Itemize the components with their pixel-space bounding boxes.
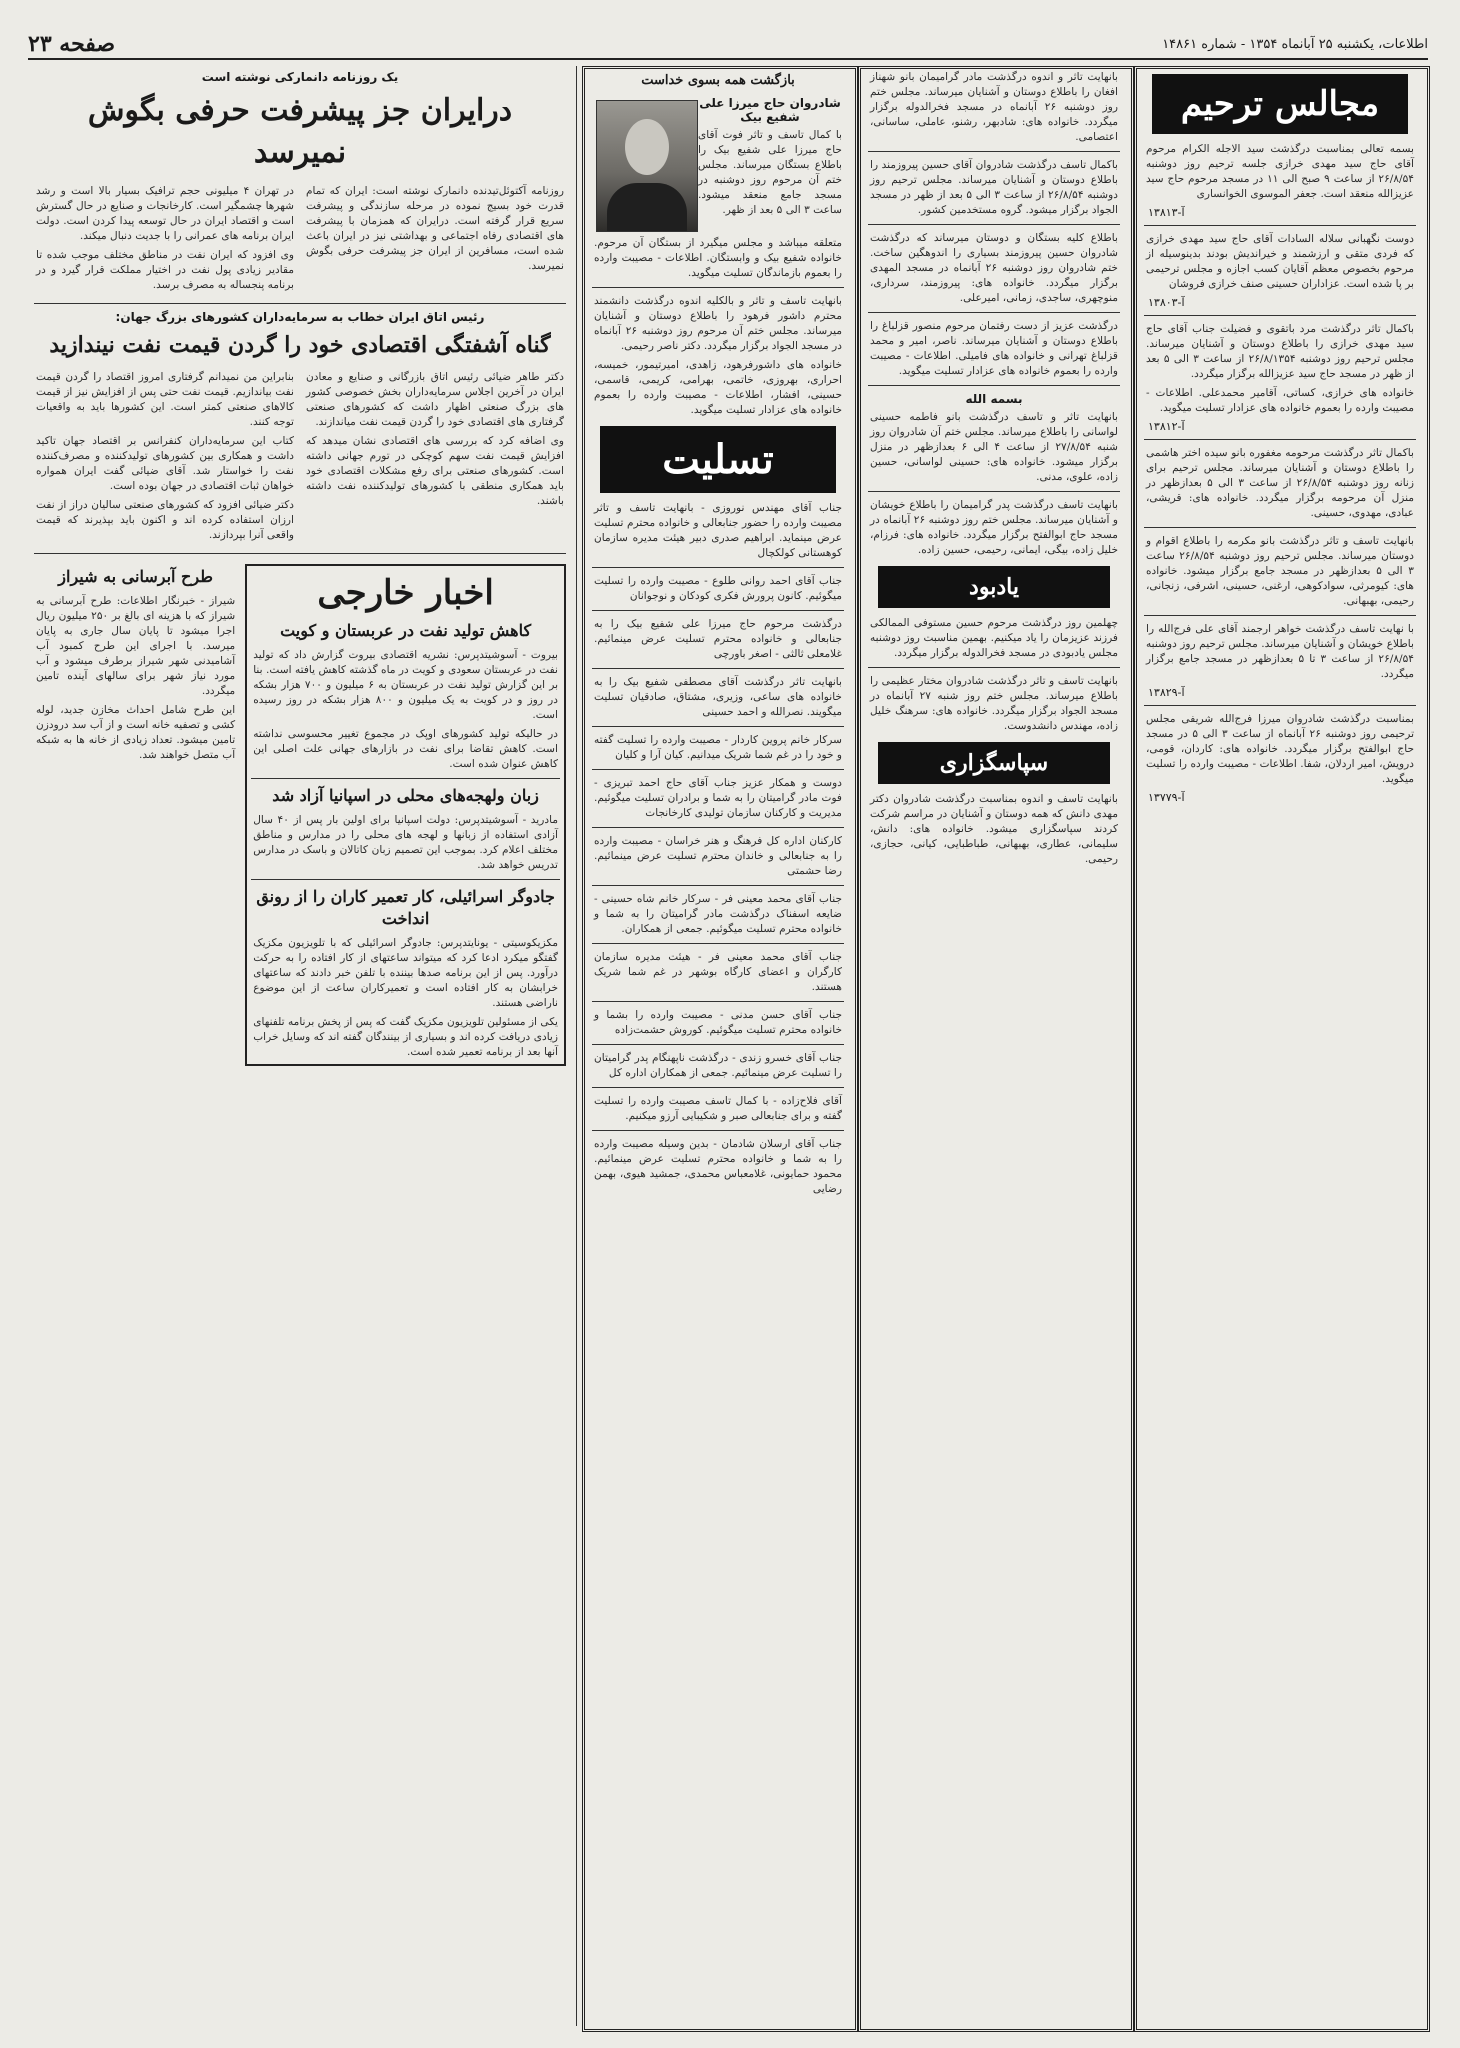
condolence-notice: کارکنان اداره کل فرهنگ و هنر خراسان - مصیبت وارده را به جنابعالی و خاندان محترم تسلیت عرض مینمائیم. رضا حشمتی	[594, 835, 842, 877]
obituary-notice: بانهایت تاثر و تاسف درگذشت بانو فاطمه حسینی لواسانی را باطلاع میرساند. مجلس ختم آن شادروان روز شنبه ۲۷/۸/۵۴ از ساعت ۴ الی ۶ بعدازظهر در منزل برگزار میشود. خانواده های: حسینی لواسانی، حسین زاده، علوی، مدنی.	[870, 411, 1118, 483]
portrait-head	[625, 119, 669, 175]
divider	[592, 1044, 844, 1045]
obituary-notice: بانهایت تاسف و تاثر و بالکلیه اندوه درگذشت دانشمند محترم داشور فرهود را باطلاع دوستان و آشنایان میرساند. مجلس ختم آن مرحوم روز دوشنبه ۲۶ آبانماه در مسجد الجواد برگزار میگردد. دکتر ناصر رحیمی.	[594, 295, 843, 352]
obituary-notice: بانهایت تاسف و تاثر درگذشت شادروان مختار عظیمی را باطلاع میرساند. مجلس ختم روز شنبه ۲۷ آبانماه در مسجد الجواد برگزار میگردد. خانواده های: سرهنگ خلیل زاده، مهندس دانشدوست.	[870, 675, 1118, 732]
divider	[34, 303, 566, 304]
date-line: اطلاعات، یکشنبه ۲۵ آبانماه ۱۳۵۴ - شماره ۱۴۸۶۱	[1162, 36, 1428, 52]
masthead	[28, 30, 1428, 60]
condolence-notice: جناب آقای ارسلان شادمان - بدین وسیله مصیبت وارده را به شما و خانواده محترم تسلیت عرض مینمائیم. محمود حمایونی، غلامعباس محمدی، جمشید هیوی، بهمن رضایی	[594, 1138, 842, 1195]
condolence-notice: بانهایت تاثر درگذشت آقای مصطفی شفیع بیک را به خانواده های ساعی، وزیری، مشتاق، صادقیان تسلیت میگویند. نصرالله و احمد حسینی	[594, 676, 842, 718]
gratitude-notice: بانهایت تاسف و اندوه بمناسبت درگذشت شادروان دکتر مهدی دانش که همه دوستان و آشنایان در مراسم شرکت کردند سپاسگزاری میشود. خانواده های: دانش، سلیمانی، عطاری، بهبهانی، طباطبایی، کیانی، حجازی، رحیمی.	[870, 793, 1118, 865]
divider	[868, 667, 1120, 668]
condolence-notice: جناب آقای احمد روانی طلوع - مصیبت وارده را تسلیت میگوئیم. کانون پرورش فکری کودکان و نوجوانان	[594, 575, 842, 602]
divider	[1144, 439, 1416, 440]
divider	[868, 151, 1120, 152]
divider	[592, 827, 844, 828]
foreign-headline: کاهش تولید نفت در عربستان و کویت	[280, 621, 532, 640]
obituary-notice: بانهایت تاثر و اندوه درگذشت مادر گرامیمان بانو شهناز افغان را باطلاع دوستان و آشنایان میرساند. مجلس ختم روز دوشنبه ۲۶ آبانماه در مسجد فخرالدوله برگزار میگردد. خانواده های: شادبهر، رشنو، عاملی، ساسانی، اعتصامی.	[870, 71, 1118, 143]
foreign-paragraph: در حالیکه تولید کشورهای اوپک در مجموع تغییر محسوسی نداشته است. کاهش تقاضا برای نفت در بازارهای جهانی علت اصلی این کاهش عنوان شده است.	[253, 728, 558, 770]
divider	[592, 1130, 844, 1131]
article-paragraph: وی افزود که ایران نفت در مناطق مختلف موجب شده تا مقادیر زیادی پول نفت در اختیار مملکت قرار گیرد و در برنامه پنجساله به مصرف برسد.	[36, 249, 294, 291]
article-col	[30, 180, 300, 297]
article-kicker: یک روزنامه دانمارکی نوشته است	[201, 70, 399, 84]
article-paragraph: وی اضافه کرد که بررسی های اقتصادی نشان میدهد که افزایش قیمت نفت سهم کوچکی در تورم جهانی داشته است. کشورهای صنعتی برای رفع مشکلات اقتصادی خود باید همکاری منطقی با کشورهای تولیدکننده نفت داشته باشند.	[306, 435, 564, 507]
obituary-notice: متعلقه میباشد و مجلس میگیرد از بستگان آن مرحوم. خانواده شفیع بیک و وابستگان. اطلاعات - مصیبت وارده را بعموم بازماندگان تسلیت میگوید.	[594, 237, 842, 279]
foreign-paragraph: یکی از مسئولین تلویزیون مکزیک گفت که پس از پخش برنامه تلفنهای زیادی دریافت کرده اند و بسیاری از بینندگان گفته اند که وسایل خراب آنها بعد از برنامه تعمیر شده است.	[253, 1016, 558, 1058]
condolences-banner: تسلیت	[600, 426, 836, 493]
foreign-headline: زبان ولهجه‌های محلی در اسپانیا آزاد شد	[272, 786, 539, 805]
article-paragraph: دکتر ضیائی افزود که کشورهای صنعتی سالیان دراز از نفت ارزان استفاده کرده اند و اکنون باید بپذیرند که قیمت واقعی آنرا بپردازند.	[36, 499, 294, 541]
obituary-notice: باکمال تاثر درگذشت مرحومه مغفوره بانو سیده اختر هاشمی را باطلاع دوستان و آشنایان میرساند. مجلس ترحیم برای زنانه روز دوشنبه ۲۶/۸/۵۴ از ساعت ۳ الی ۵ بعدازظهر در منزل آن مرحومه برگزار میگردد. خانواده های: قریشی، عبادی، مهدوی، حسینی.	[1146, 447, 1414, 519]
divider	[868, 224, 1120, 225]
article-subhead: رئیس اتاق ایران خطاب به سرمایه‌داران کشورهای بزرگ جهان:	[115, 310, 485, 324]
divider	[251, 778, 560, 779]
divider	[1144, 615, 1416, 616]
divider	[592, 726, 844, 727]
condolence-notice: سرکار خانم پروین کاردار - مصیبت وارده را تسلیت گفته و خود را در غم شما شریک میدانیم. کیان آرا و کلیان	[594, 734, 842, 761]
notice-ref: آ-۱۳۸۱۲	[1148, 420, 1185, 433]
divider	[868, 491, 1120, 492]
condolence-notice: جناب آقای مهندس نوروزی - بانهایت تاسف و تاثر مصیبت وارده را حضور جنابعالی و خانواده محترم تسلیت عرض مینماید. ابراهیم صدری دبیر هیئت مدیره سازمان کوهستانی کولکچال	[594, 502, 842, 559]
obituary-notice: بانهایت تاسف درگذشت پدر گرامیمان را باطلاع خویشان و آشنایان میرساند. مجلس ختم روز دوشنبه ۲۶ آبانماه در مسجد حاج ابوالفتح برگزار میگردد. خانواده های: فرزام، خلیل زاده، بیگی، ایمانی، رحیمی، حسین زاده.	[870, 499, 1118, 556]
article-headline: گناه آشفتگی اقتصادی خود را گردن قیمت نفت نیندازید	[49, 332, 551, 358]
obituary-notice: با کمال تاسف و تاثر فوت آقای حاج میرزا علی شفیع بیک را باطلاع بستگان میرساند. مجلس ختم آن مرحوم روز دوشنبه در مسجد جامع منعقد میشود. ساعت ۳ الی ۵ بعد از ظهر.	[698, 129, 842, 216]
column-divider	[576, 66, 577, 2026]
obituary-notice: بانهایت تاسف و تاثر درگذشت بانو مکرمه را باطلاع اقوام و دوستان میرساند. مجلس ترحیم روز دوشنبه ۲۶/۸/۵۴ ساعت ۳ الی ۵ بعدازظهر در مسجد جامع برگزار میشود. خانواده های: کیومرثی، سوادکوهی، ارغنی، حسینی، اشرفی، زنجانی، رحیمی، بهبهانی.	[1146, 535, 1414, 607]
column-notices	[864, 66, 1124, 2016]
foreign-news-box	[245, 564, 566, 1066]
condolence-notice: جناب آقای محمد معینی فر - هیئت مدیره سازمان کارگران و اعضای کارگاه بوشهر در غم شما شریک هستند.	[594, 951, 842, 993]
local-news	[30, 560, 241, 1070]
divider	[592, 1087, 844, 1088]
lower-news	[30, 560, 570, 1070]
portrait-photo	[596, 100, 698, 232]
notice-ref: آ-۱۳۸۲۹	[1148, 686, 1185, 699]
obituary-notice: بمناسبت درگذشت شادروان میرزا فرج‌الله شریفی مجلس ترحیمی روز دوشنبه ۲۶ آبانماه از ساعت ۳ الی ۵ در مسجد حاج ابوالفتح برگزار میگردد. خانواده های: کاردان، قومی، درویش، امیر اردلان، شفا. اطلاعات - مصیبت وارده را تسلیت میگوید.	[1146, 713, 1415, 785]
article-paragraph: بنابراین من نمیدانم گرفتاری امروز اقتصاد را گردن قیمت نفت بیاندازیم. قیمت نفت حتی پس از افزایش نیز از قیمت کالاهای صنعتی کمتر است. این کشورها باید به واقعیات توجه کنند.	[36, 371, 294, 428]
column-condolences	[588, 66, 848, 2016]
divider	[1144, 527, 1416, 528]
article-paragraph: کتاب این سرمایه‌داران کنفرانس بر اقتصاد جهان تاکید داشت و همکاری بین کشورهای تولیدکننده و مصرف‌کننده نفت را خواستار شد. آقای ضیائی گفت ایران همواره خواهان ثبات اقتصادی در جهان بوده است.	[36, 435, 294, 492]
memorial-banner: یادبود	[878, 566, 1110, 608]
column-news	[30, 66, 570, 2026]
condolence-notice: آقای فلاح‌زاده - با کمال تاسف مصیبت وارده را تسلیت گفته و برای جنابعالی صبر و شکیبایی آرزو میکنیم.	[594, 1095, 842, 1122]
obituary-notice: دوست نگهبانی سلاله السادات آقای حاج سید مهدی خرازی که فردی متقی و ارزشمند و خیراندیش بودند بدینوسیله از مرحوم بخصوص معظم آقایان کسب اجازه و مجلس ترحیمی بر پا شده است. عزاداران حسینی صنف خرازی فروشان	[1146, 233, 1414, 290]
divider	[592, 943, 844, 944]
article-col	[300, 366, 570, 547]
divider	[592, 885, 844, 886]
page-number: صفحه ۲۳	[28, 31, 116, 57]
obituary-notice: خانواده های خرازی، کساتی، آقامیر محمدعلی. اطلاعات - مصیبت وارده را بعموم خانواده های عزادار تسلیت میگوید.	[1146, 387, 1414, 414]
foreign-paragraph: بیروت - آسوشیتدپرس: نشریه اقتصادی بیروت گزارش داد که تولید نفت در عربستان سعودی و کویت در ماه گذشته کاهش یافته است. بنا بر این گزارش تولید نفت در عربستان به ۶ میلیون و ۷۰۰ هزار بشکه در روز و در کویت به یک میلیون و ۸۰۰ هزار بشکه در روز رسیده است.	[253, 649, 559, 721]
foreign-news-title: اخبار خارجی	[317, 573, 494, 613]
article-headline: درایران جز پیشرفت حرفی بگوش نمیرسد	[87, 93, 513, 170]
divider	[1144, 705, 1416, 706]
foreign-paragraph: مکزیکوسیتی - یونایتدپرس: جادوگر اسرائیلی که با تلویزیون مکزیک گفتگو میکرد ادعا کرد که میتواند ساعتهای از کار افتاده را به حرکت درآورد. پس از این برنامه صدها بیننده با تلفن خبر دادند که ساعتهای خرابشان به کار افتاده است و تعمیرکاران ساعت از این موضوع ناراضی هستند.	[253, 937, 558, 1009]
divider	[592, 769, 844, 770]
local-headline: طرح آبرسانی به شیراز	[58, 567, 213, 586]
divider	[592, 668, 844, 669]
article-paragraph: دکتر طاهر ضیائی رئیس اتاق بازرگانی و صنایع و معادن ایران در آخرین اجلاس سرمایه‌داران بخش خصوصی کشور های بزرگ صنعتی اظهار داشت که کشورهای صنعتی گرفتاری های اقتصادی خود را گردن قیمت نفت میاندازند.	[306, 371, 564, 428]
divider	[592, 567, 844, 568]
divider	[1144, 315, 1416, 316]
divider	[34, 553, 566, 554]
memorial-notice: چهلمین روز درگذشت مرحوم حسین مستوفی الممالکی فرزند عزیزمان را یاد میکنیم. بهمین مناسبت روز دوشنبه مجلس یادبودی در مسجد فخرالدوله برگزار میگردد.	[870, 617, 1118, 659]
foreign-headline: جادوگر اسرائیلی، کار تعمیر کاران را از رونق انداخت	[256, 887, 555, 928]
obituary-notice: درگذشت عزیز از دست رفتمان مرحوم منصور قزلباغ را باطلاع دوستان و آشنایان میرساند. ناصر، امیر و محمد قزلباغ تهرانی و خانواده های فامیلی. اطلاعات - مصیبت وارده را بعموم خانواده های عزادار تسلیت میگوید.	[870, 320, 1118, 377]
divider	[868, 385, 1120, 386]
gratitude-banner: سپاسگزاری	[878, 742, 1110, 784]
obituaries-banner: مجالس ترحیم	[1152, 74, 1408, 134]
condolence-notice: جناب آقای خسرو زندی - درگذشت ناپهنگام پدر گرامیتان را تسلیت عرض مینمائیم. جمعی از همکاران اداره کل	[594, 1052, 842, 1079]
divider	[868, 312, 1120, 313]
obituary-notice: باکمال تاثر درگذشت مرد باتقوی و فضیلت جناب آقای حاج سید مهدی خرازی را باطلاع دوستان و آشنایان میرساند. مجلس ترحیم روز دوشنبه ۲۶/۸/۱۳۵۴ از ساعت ۳ الی ۵ بعد از ظهر در مسجد حاج سید عزیزالله برگزار میگردد.	[1146, 323, 1414, 380]
divider	[592, 610, 844, 611]
obituary-notice: بسمه تعالی بمناسبت درگذشت سید الاجله الکرام مرحوم آقای حاج سید مهدی خرازی جلسه ترحیم روز دوشنبه ۲۶/۸/۵۴ از ساعت ۹ صبح الی ۱۱ در مسجد مرحوم حاج سید عزیزالله منعقد است. جعفر الموسوی الخوانساری	[1146, 143, 1414, 200]
notice-ref: آ-۱۳۸۰۳	[1148, 296, 1185, 309]
article-col	[300, 180, 570, 297]
article-col	[30, 366, 300, 547]
notice-header: بازگشت همه بسوی خداست	[641, 73, 795, 88]
condolence-notice: درگذشت مرحوم حاج میرزا علی شفیع بیک را به جنابعالی و خانواده محترم تسلیت عرض مینمائیم. غلامعلی ثالثی - اصغر باورچی	[594, 618, 842, 660]
notice-ref: آ-۱۳۸۱۳	[1148, 206, 1185, 219]
divider	[592, 287, 844, 288]
local-paragraph: شیراز - خبرنگار اطلاعات: طرح آبرسانی به شیراز که با هزینه ای بالغ بر ۲۵۰ میلیون ریال اجرا میشود تا پایان سال جاری به پایان میرسد. با اجرای این طرح کمبود آب آشامیدنی شهر شیراز برطرف میشود و آب مورد نیاز شهر برای سالهای آینده تامین میگردد.	[36, 595, 236, 697]
foreign-paragraph: مادرید - آسوشیتدپرس: دولت اسپانیا برای اولین بار پس از ۴۰ سال آزادی استفاده از زبانها و لهجه های محلی را در مدارس و مناطق مختلف اعلام کرد. بموجب این تصمیم زبان کاتالان و باسک در مدارس تدریس خواهد شد.	[253, 814, 558, 871]
portrait-caption: شادروان حاج میرزا علی شفیع بیک	[699, 96, 841, 124]
article-paragraph: روزنامه آکتوئل‌تیدنده دانمارک نوشته است: ایران که تمام قدرت خود بسیج نموده در مرحله سازندگی و پیشرفت سریع قرار گرفته است. درایران که همزمان با پیشرفت های اقتصادی رفاه اجتماعی و بهداشتی نیز در ایران باعث شده است، مسافرین از ایران جز پیشرفت حرفی بگوش نمیرسد.	[306, 185, 564, 272]
portrait-suit	[607, 183, 687, 231]
divider	[592, 1001, 844, 1002]
notice-title: بسمه الله	[965, 392, 1023, 406]
article-body	[30, 180, 570, 297]
divider	[1144, 225, 1416, 226]
column-obituaries	[1140, 66, 1420, 2016]
obituary-notice: باکمال تاسف درگذشت شادروان آقای حسین پیروزمند را باطلاع دوستان و آشنایان میرساند. مجلس ترحیم روز دوشنبه ۲۶/۸/۵۴ از ساعت ۳ الی ۵ بعد از ظهر در مسجد الجواد برگزار میشود. گروه مستخدمین کشور.	[870, 159, 1118, 216]
article-body	[30, 366, 570, 547]
article-paragraph: در تهران ۴ میلیونی حجم ترافیک بسیار بالا است و رشد شهرها چشمگیر است. کارخانجات و صنایع در حال گسترش است و اقتصاد ایران در حال توسعه پیدا کردن است. دولت ایران برنامه های عمرانی را با جدیت دنبال میکند.	[36, 185, 294, 242]
notice-ref: آ-۱۳۷۷۹	[1148, 791, 1185, 804]
local-paragraph: این طرح شامل احداث مخازن جدید، لوله کشی و تصفیه خانه است و از آب سد درودزن تامین میشود. تعداد زیادی از خانه ها به شبکه آب متصل خواهند شد.	[36, 704, 236, 761]
condolence-notice: جناب آقای محمد معینی فر - سرکار خانم شاه حسینی - ضایعه اسفناک درگذشت مادر گرامیتان را به شما و خانواده محترم تسلیت میگوئیم. جمعی از همکاران.	[594, 893, 842, 935]
obituary-notice: با نهایت تاسف درگذشت خواهر ارجمند آقای علی فرج‌الله را باطلاع خویشان و آشنایان میرساند. مجلس ترحیم روز دوشنبه ۲۶/۸/۵۴ از ساعت ۳ تا ۵ بعدازظهر در مسجد جامع برگزار میگردد.	[1146, 623, 1414, 680]
condolence-notice: دوست و همکار عزیز جناب آقای حاج احمد تبریزی - فوت مادر گرامیتان را به شما و برادران تسلیت میگوئیم. مدیریت و کارکنان سازمان تولیدی کارخانجات	[594, 777, 842, 819]
obituary-notice: خانواده های داشورفرهود، زاهدی، امیرتیمور، خمیسه، احراری، بهروزی، خاتمی، بهرامی، کریمی، قاسمی، حسینی، افشار، اطلاعات - مصیبت وارده را بعموم خانواده های عزادار تسلیت میگوید.	[594, 359, 842, 416]
divider	[251, 879, 560, 880]
condolence-notice: جناب آقای حسن مدنی - مصیبت وارده را بشما و خانواده محترم تسلیت میگوئیم. کوروش حشمت‌زاده	[594, 1009, 842, 1036]
obituary-notice: باطلاع کلیه بستگان و دوستان میرساند که درگذشت شادروان حسین پیروزمند بسیاری را اندوهگین ساخت. ختم شادروان روز دوشنبه ۲۶ آبانماه در مسجد المهدی برگزار میگردد. خانواده های: پیروزمند، سرداری، منوچهری، ساجدی، زمانی، امیرعلی.	[870, 232, 1118, 304]
